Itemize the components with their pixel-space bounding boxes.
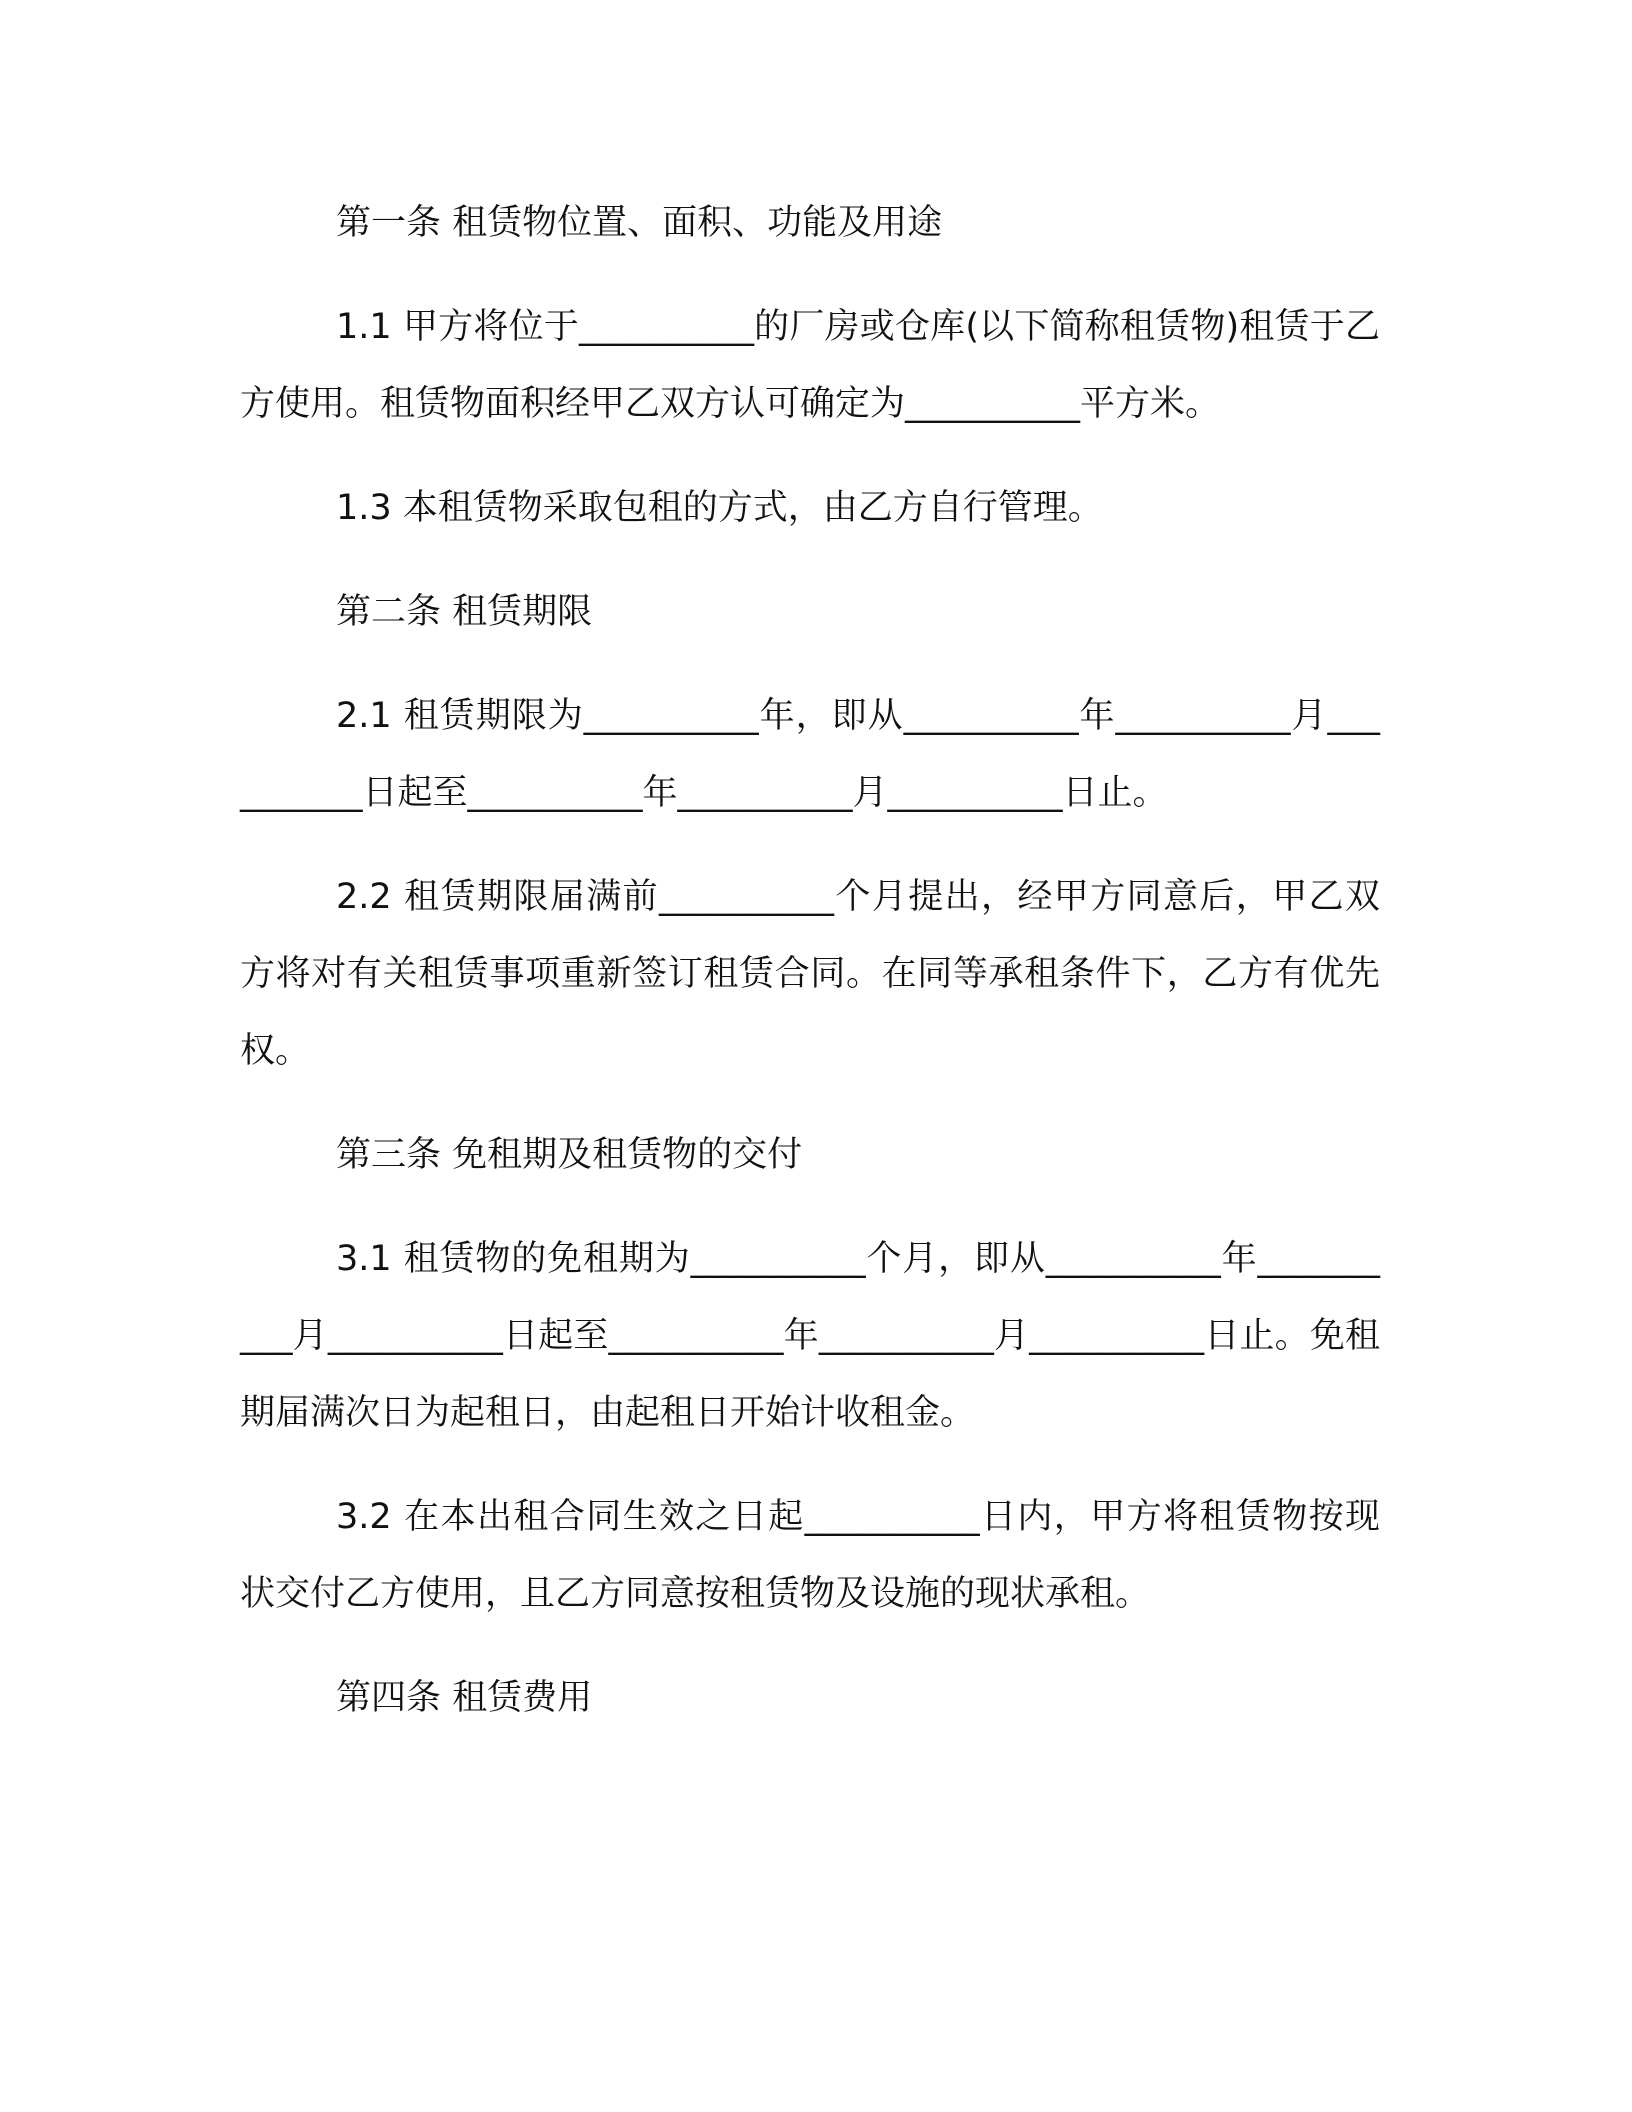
clause-2-2: 2.2 租赁期限届满前__________个月提出，经甲方同意后，甲乙双方将对有关租赁事项重新签订租赁合同。在同等承租条件下，乙方有优先权。 — [240, 877, 1380, 1071]
clause-3-1: 3.1 租赁物的免租期为__________个月，即从__________年__________月__________日起至__________年__________月__________日止。免租期届满次日为起租日，由起租日开始计收租金。 — [240, 1239, 1380, 1433]
article-4-heading: 第四条 租赁费用 — [336, 1678, 593, 1718]
clause-3-2: 3.2 在本出租合同生效之日起__________日内，甲方将租赁物按现状交付乙方使用，且乙方同意按租赁物及设施的现状承租。 — [240, 1497, 1380, 1614]
clause-1-1: 1.1 甲方将位于__________的厂房或仓库(以下简称租赁物)租赁于乙方使用。租赁物面积经甲乙双方认可确定为__________平方米。 — [240, 307, 1380, 424]
article-3-heading: 第三条 免租期及租赁物的交付 — [336, 1135, 803, 1175]
clause-2-1: 2.1 租赁期限为__________年，即从__________年__________月__________日起至__________年__________月__________日止。 — [240, 696, 1380, 813]
article-2-heading: 第二条 租赁期限 — [336, 592, 593, 632]
clause-1-3: 1.3 本租赁物采取包租的方式，由乙方自行管理。 — [336, 488, 1103, 528]
document-body — [240, 185, 1380, 1737]
article-1-heading: 第一条 租赁物位置、面积、功能及用途 — [336, 203, 943, 243]
